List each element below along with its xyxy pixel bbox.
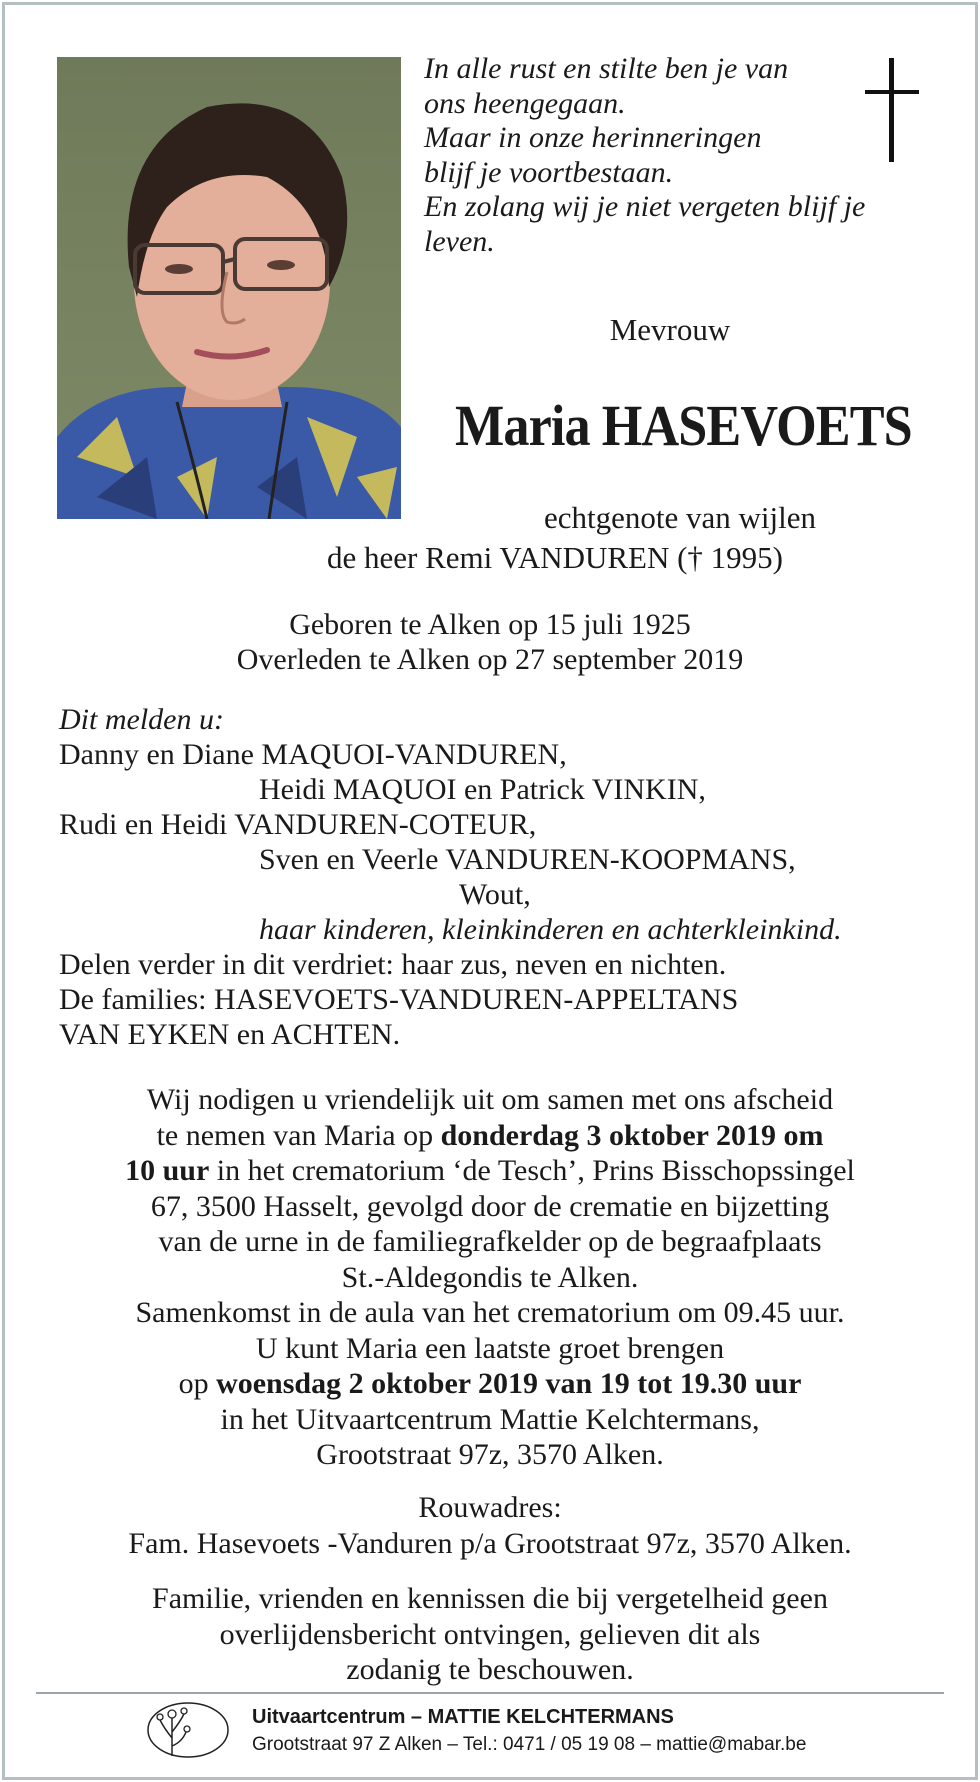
notice-line: overlijdensbericht ontvingen, gelieven dit als [219, 1617, 761, 1651]
poem-line: leven. [424, 224, 495, 258]
notice-line: zodanig te beschouwen. [346, 1653, 634, 1686]
portrait-photo [57, 57, 401, 519]
invitation-line: in het Uitvaartcentrum Mattie Kelchtermans, [220, 1402, 760, 1436]
invitation-line: Wij nodigen u vriendelijk uit om samen met ons afscheid [146, 1083, 834, 1116]
family-line: Rudi en Heidi VANDUREN-COTEUR, [59, 808, 537, 841]
invitation-text: op [178, 1367, 217, 1400]
honorific-title: Mevrouw [609, 312, 731, 347]
invitation-text: te nemen van Maria op [156, 1118, 441, 1152]
ceremony-invitation [40, 1082, 940, 1473]
ceremony-date: donderdag 3 oktober 2019 om [440, 1118, 824, 1152]
ceremony-time: 10 uur [125, 1154, 210, 1187]
poem-line: ons heengegaan. [424, 86, 626, 120]
death-date: Overleden te Alken op 27 september 2019 [236, 643, 744, 676]
spouse-line-2: de heer Remi VANDUREN († 1995) [326, 540, 784, 575]
invitation-line [40, 1153, 940, 1189]
family-line: Delen verder in dit verdriet: haar zus, neven en nichten. [59, 948, 727, 981]
address-value: Fam. Hasevoets -Vanduren p/a Grootstraat 97z, 3570 Alken. [128, 1527, 852, 1560]
spouse-line-1: echtgenote van wijlen [543, 500, 816, 535]
family-line: Wout, [459, 878, 531, 911]
poem-line: En zolang wij je niet vergeten blijf je [424, 190, 866, 223]
visitation-date: woensdag 2 oktober 2019 van 19 tot 19.30 uur [216, 1367, 802, 1400]
family-line: De families: HASEVOETS-VANDUREN-APPELTANS [59, 983, 739, 1016]
invitation-line: 67, 3500 Hasselt, gevolgd door de crematie en bijzetting [150, 1189, 830, 1223]
poem-line: In alle rust en stilte ben je van [424, 52, 789, 85]
funeral-home-contact: Grootstraat 97 Z Alken – Tel.: 0471 / 05 19 08 – mattie@mabar.be [252, 1734, 807, 1755]
invitation-text: in het crematorium ‘de Tesch’, Prins Bisschopssingel [209, 1154, 855, 1187]
invitation-line: Grootstraat 97z, 3570 Alken. [316, 1438, 664, 1471]
deceased-name: Maria HASEVOETS [455, 393, 912, 458]
funeral-home-name: Uitvaartcentrum – MATTIE KELCHTERMANS [252, 1706, 674, 1728]
invitation-line: Samenkomst in de aula van het crematorium om 09.45 uur. [135, 1296, 845, 1329]
poem-line: Maar in onze herinneringen [424, 121, 762, 154]
poem-line: blijf je voortbestaan. [424, 155, 674, 189]
invitation-line [40, 1366, 940, 1402]
invitation-line [40, 1118, 940, 1154]
family-line: Danny en Diane MAQUOI-VANDUREN, [59, 738, 567, 771]
family-relation: haar kinderen, kleinkinderen en achterkleinkind. [259, 913, 842, 946]
invitation-line: U kunt Maria een laatste groet brengen [255, 1331, 725, 1365]
invitation-line: van de urne in de familiegrafkelder op de begraafplaats [158, 1225, 822, 1258]
family-line: Heidi MAQUOI en Patrick VINKIN, [259, 773, 706, 806]
invitation-line: St.-Aldegondis te Alken. [341, 1260, 639, 1294]
portrait-illustration [57, 57, 401, 519]
family-line: VAN EYKEN en ACHTEN. [59, 1018, 401, 1051]
oversight-notice [40, 1581, 940, 1688]
flower-logo-icon [142, 1698, 230, 1760]
memorial-poem [424, 52, 894, 259]
address-label: Rouwadres: [418, 1491, 562, 1524]
latin-cross-icon [862, 58, 922, 162]
footer-divider [36, 1692, 944, 1694]
birth-date: Geboren te Alken op 15 juli 1925 [289, 608, 691, 641]
family-intro: Dit melden u: [59, 703, 224, 736]
family-line: Sven en Veerle VANDUREN-KOOPMANS, [259, 843, 796, 876]
family-announcement [59, 702, 949, 1052]
mourning-address [40, 1490, 940, 1562]
notice-line: Familie, vrienden en kennissen die bij vergetelheid geen [152, 1582, 828, 1615]
